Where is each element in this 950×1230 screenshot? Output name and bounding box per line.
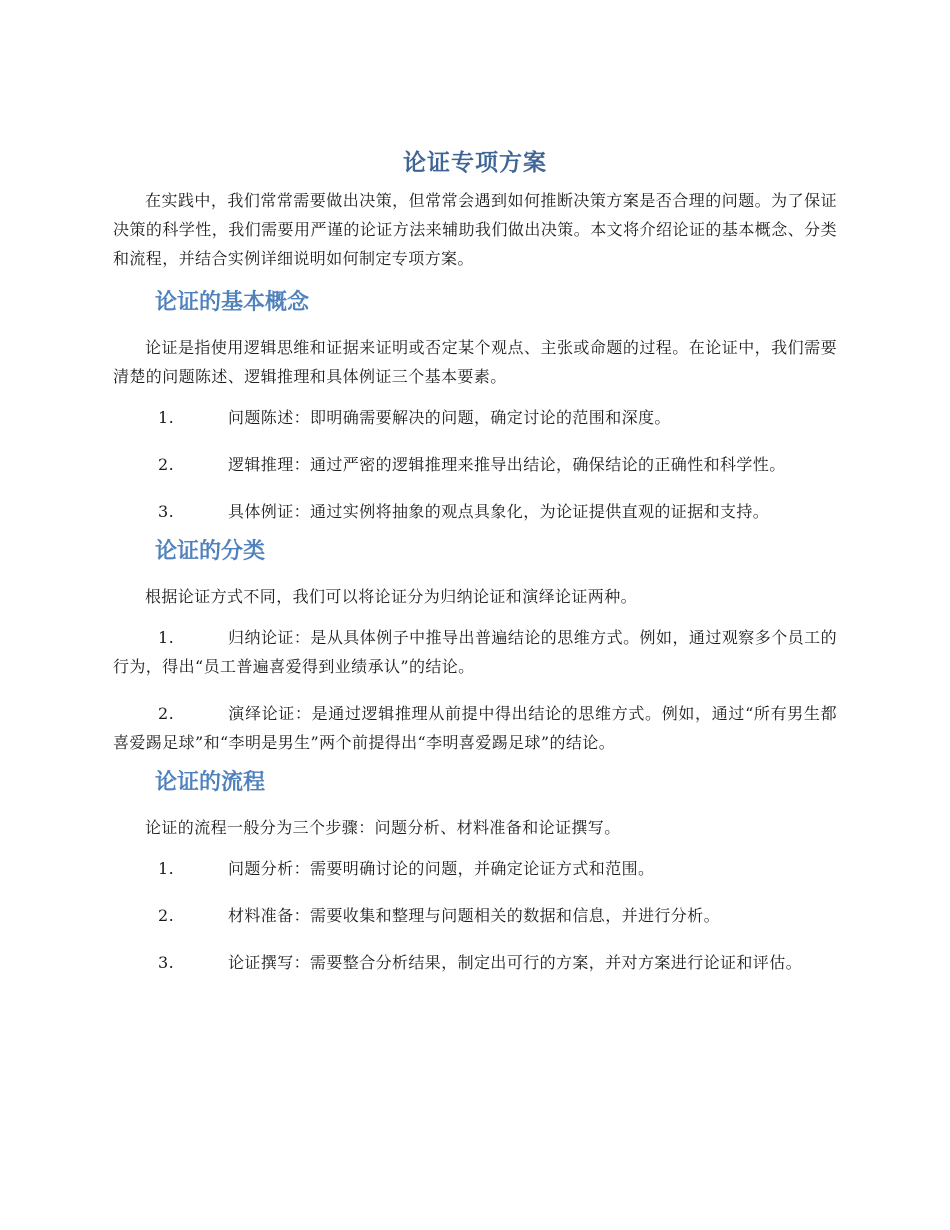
list-item-text: 逻辑推理：通过严密的逻辑推理来推导出结论，确保结论的正确性和科学性。 bbox=[228, 455, 786, 474]
document-body bbox=[113, 146, 837, 995]
section-lead-paragraph: 根据论证方式不同，我们可以将论证分为归纳论证和演绎论证两种。 bbox=[145, 587, 638, 606]
list-item-text: 材料准备：需要收集和整理与问题相关的数据和信息，并进行分析。 bbox=[228, 906, 721, 925]
list-item-number: 1. bbox=[158, 408, 175, 427]
list-item-number: 1. bbox=[158, 628, 175, 647]
list-item bbox=[113, 699, 837, 757]
list-item-text: 论证撰写：需要整合分析结果，制定出可行的方案，并对方案进行论证和评估。 bbox=[228, 953, 803, 972]
list-item-number: 2. bbox=[158, 906, 175, 925]
list-item bbox=[113, 948, 837, 977]
list-item bbox=[113, 403, 837, 432]
list-item-text: 演绎论证：是通过逻辑推理从前提中得出结论的思维方式。例如，通过“所有男生都喜爱踢足球”和“李明是男生”两个前提得出“李明喜爱踢足球”的结论。 bbox=[113, 704, 837, 752]
list-item-text: 问题分析：需要明确讨论的问题，并确定论证方式和范围。 bbox=[228, 859, 655, 878]
section-lead-paragraph: 论证的流程一般分为三个步骤：问题分析、材料准备和论证撰写。 bbox=[145, 818, 621, 837]
list-item-number: 2. bbox=[158, 455, 175, 474]
section-heading-process: 论证的流程 bbox=[155, 770, 266, 795]
list-item-text: 归纳论证：是从具体例子中推导出普遍结论的思维方式。例如，通过观察多个员工的行为，得出“员工普遍喜爱得到业绩承认”的结论。 bbox=[113, 628, 837, 676]
document-title: 论证专项方案 bbox=[403, 150, 547, 176]
section-heading-classification: 论证的分类 bbox=[155, 539, 266, 564]
list-item bbox=[113, 450, 837, 479]
section-lead-paragraph: 论证是指使用逻辑思维和证据来证明或否定某个观点、主张或命题的过程。在论证中，我们需要清楚的问题陈述、逻辑推理和具体例证三个基本要素。 bbox=[113, 338, 837, 386]
list-item bbox=[113, 623, 837, 681]
intro-paragraph: 在实践中，我们常常需要做出决策，但常常会遇到如何推断决策方案是否合理的问题。为了保证决策的科学性，我们需要用严谨的论证方法来辅助我们做出决策。本文将介绍论证的基本概念、分类和流程，并结合实例详细说明如何制定专项方案。 bbox=[113, 191, 837, 268]
list-item-number: 3. bbox=[158, 502, 175, 521]
list-item-number: 2. bbox=[158, 704, 175, 723]
list-item bbox=[113, 901, 837, 930]
list-item bbox=[113, 497, 837, 526]
list-item bbox=[113, 854, 837, 883]
list-item-text: 问题陈述：即明确需要解决的问题，确定讨论的范围和深度。 bbox=[228, 408, 671, 427]
list-item-number: 1. bbox=[158, 859, 175, 878]
list-item-number: 3. bbox=[158, 953, 175, 972]
section-heading-basic-concept: 论证的基本概念 bbox=[155, 290, 310, 315]
list-item-text: 具体例证：通过实例将抽象的观点具象化，为论证提供直观的证据和支持。 bbox=[228, 502, 770, 521]
